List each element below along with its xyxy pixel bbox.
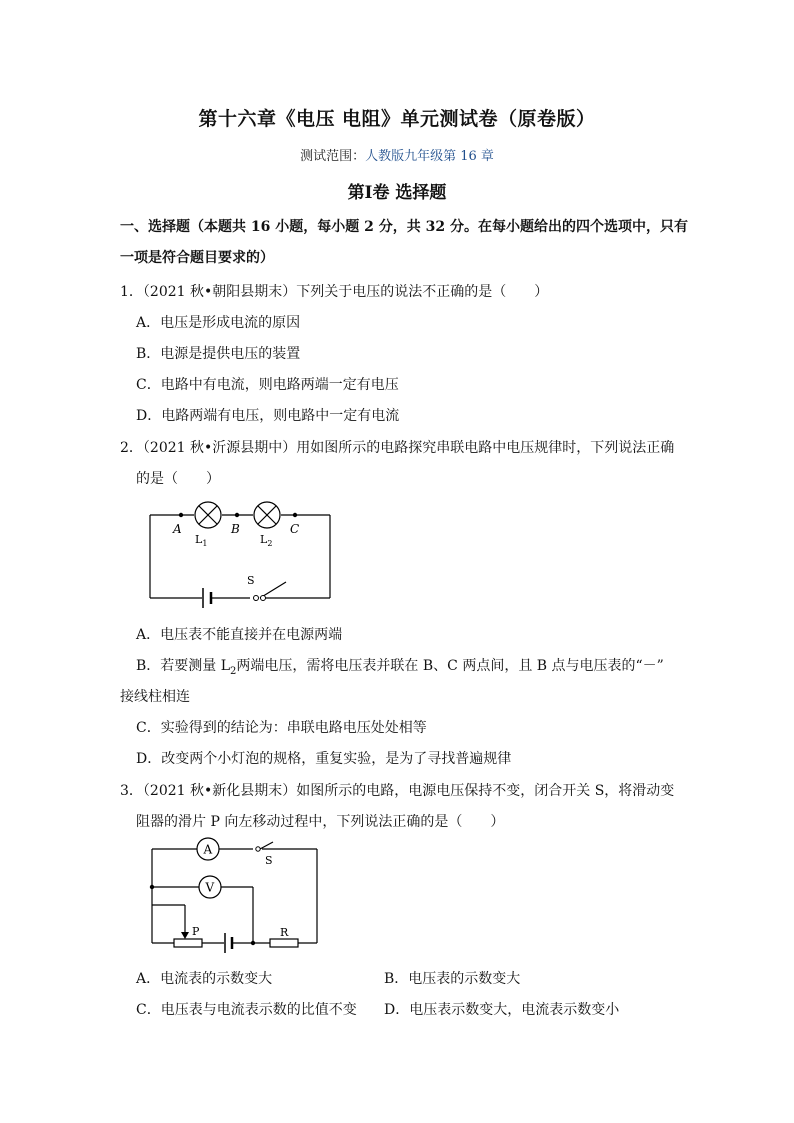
- question-2-option-a: A．电压表不能直接并在电源两端: [136, 627, 343, 643]
- subtitle-scope: 人教版九年级第 16 章: [365, 149, 494, 164]
- label-c: C: [290, 522, 300, 536]
- question-3-stem-line-1: 3．（2021 秋•新化县期末）如图所示的电路，电源电压保持不变，闭合开关 S，将滑动变: [120, 783, 675, 799]
- rheostat-circuit-figure: [140, 833, 330, 958]
- voltmeter-icon: [199, 876, 221, 898]
- label-l2: $L_2$: [260, 533, 273, 548]
- slider-arrow-icon: [181, 932, 189, 939]
- resistor-icon: [270, 939, 298, 947]
- svg-text:A: A: [203, 842, 213, 857]
- question-3-option-d: D．电压表示数变大，电流表示数变小: [384, 1002, 620, 1018]
- rheostat-icon: [174, 939, 202, 947]
- question-2-option-d: D．改变两个小灯泡的规格，重复实验，是为了寻找普遍规律: [136, 751, 512, 767]
- question-2-option-b-line-2: 接线柱相连: [120, 689, 190, 705]
- question-1-option-b: B．电源是提供电压的装置: [136, 346, 301, 362]
- question-3-option-b: B．电压表的示数变大: [384, 971, 521, 987]
- instructions-line-1: 一、选择题（本题共 16 小题，每小题 2 分，共 32 分。在每小题给出的四个选项中，只有: [120, 219, 688, 235]
- label-s: S: [265, 854, 273, 867]
- lamp-l2-icon: [254, 502, 280, 528]
- question-3-option-c: C．电压表与电流表示数的比值不变: [136, 1002, 357, 1018]
- question-2-stem-line-1: 2．（2021 秋•沂源县期中）用如图所示的电路探究串联电路中电压规律时，下列说法正确: [120, 440, 675, 456]
- label-p: P: [192, 925, 200, 938]
- junction-c: [293, 513, 297, 517]
- section-title: 第Ⅰ卷 选择题: [347, 183, 447, 203]
- subtitle-prefix: 测试范围：: [300, 149, 366, 164]
- junction-b: [235, 513, 239, 517]
- junction-dot-left: [150, 885, 154, 889]
- label-l1: $L_1$: [195, 533, 208, 548]
- lamp-l1-icon: [195, 502, 221, 528]
- series-circuit-figure: [140, 495, 340, 610]
- question-1-option-d: D．电路两端有电压，则电路中一定有电流: [136, 408, 400, 424]
- question-2-stem-line-2: 的是（ ）: [136, 471, 220, 487]
- switch-contact-right: [261, 596, 266, 601]
- question-1-option-c: C．电路中有电流，则电路两端一定有电压: [136, 377, 399, 393]
- junction-a: [179, 513, 183, 517]
- question-3-option-a: A．电流表的示数变大: [136, 971, 273, 987]
- label-a: A: [173, 522, 182, 536]
- junction-dot-bottom: [251, 941, 255, 945]
- label-r: R: [280, 926, 289, 939]
- label-s: S: [247, 574, 255, 587]
- switch-contact-left: [254, 596, 259, 601]
- svg-text:V: V: [205, 880, 215, 895]
- question-2-option-c: C．实验得到的结论为：串联电路电压处处相等: [136, 720, 427, 736]
- page-subtitle: [0, 145, 794, 164]
- ammeter-icon: [197, 838, 219, 860]
- instructions-line-2: 一项是符合题目要求的）: [120, 250, 274, 266]
- question-1-option-a: A．电压是形成电流的原因: [136, 315, 301, 331]
- question-3-stem-line-2: 阻器的滑片 P 向左移动过程中，下列说法正确的是（ ）: [136, 814, 505, 830]
- question-1-stem: 1．（2021 秋•朝阳县期末）下列关于电压的说法不正确的是（ ）: [120, 284, 549, 300]
- question-2-option-b: B．若要测量 $L_2$两端电压，需将电压表并联在 B、C 两点间，且 B 点与电压表的“－”: [136, 658, 664, 677]
- label-b: B: [231, 522, 240, 536]
- switch-contact: [256, 847, 260, 851]
- page-title: 第十六章《电压 电阻》单元测试卷（原卷版）: [198, 108, 596, 130]
